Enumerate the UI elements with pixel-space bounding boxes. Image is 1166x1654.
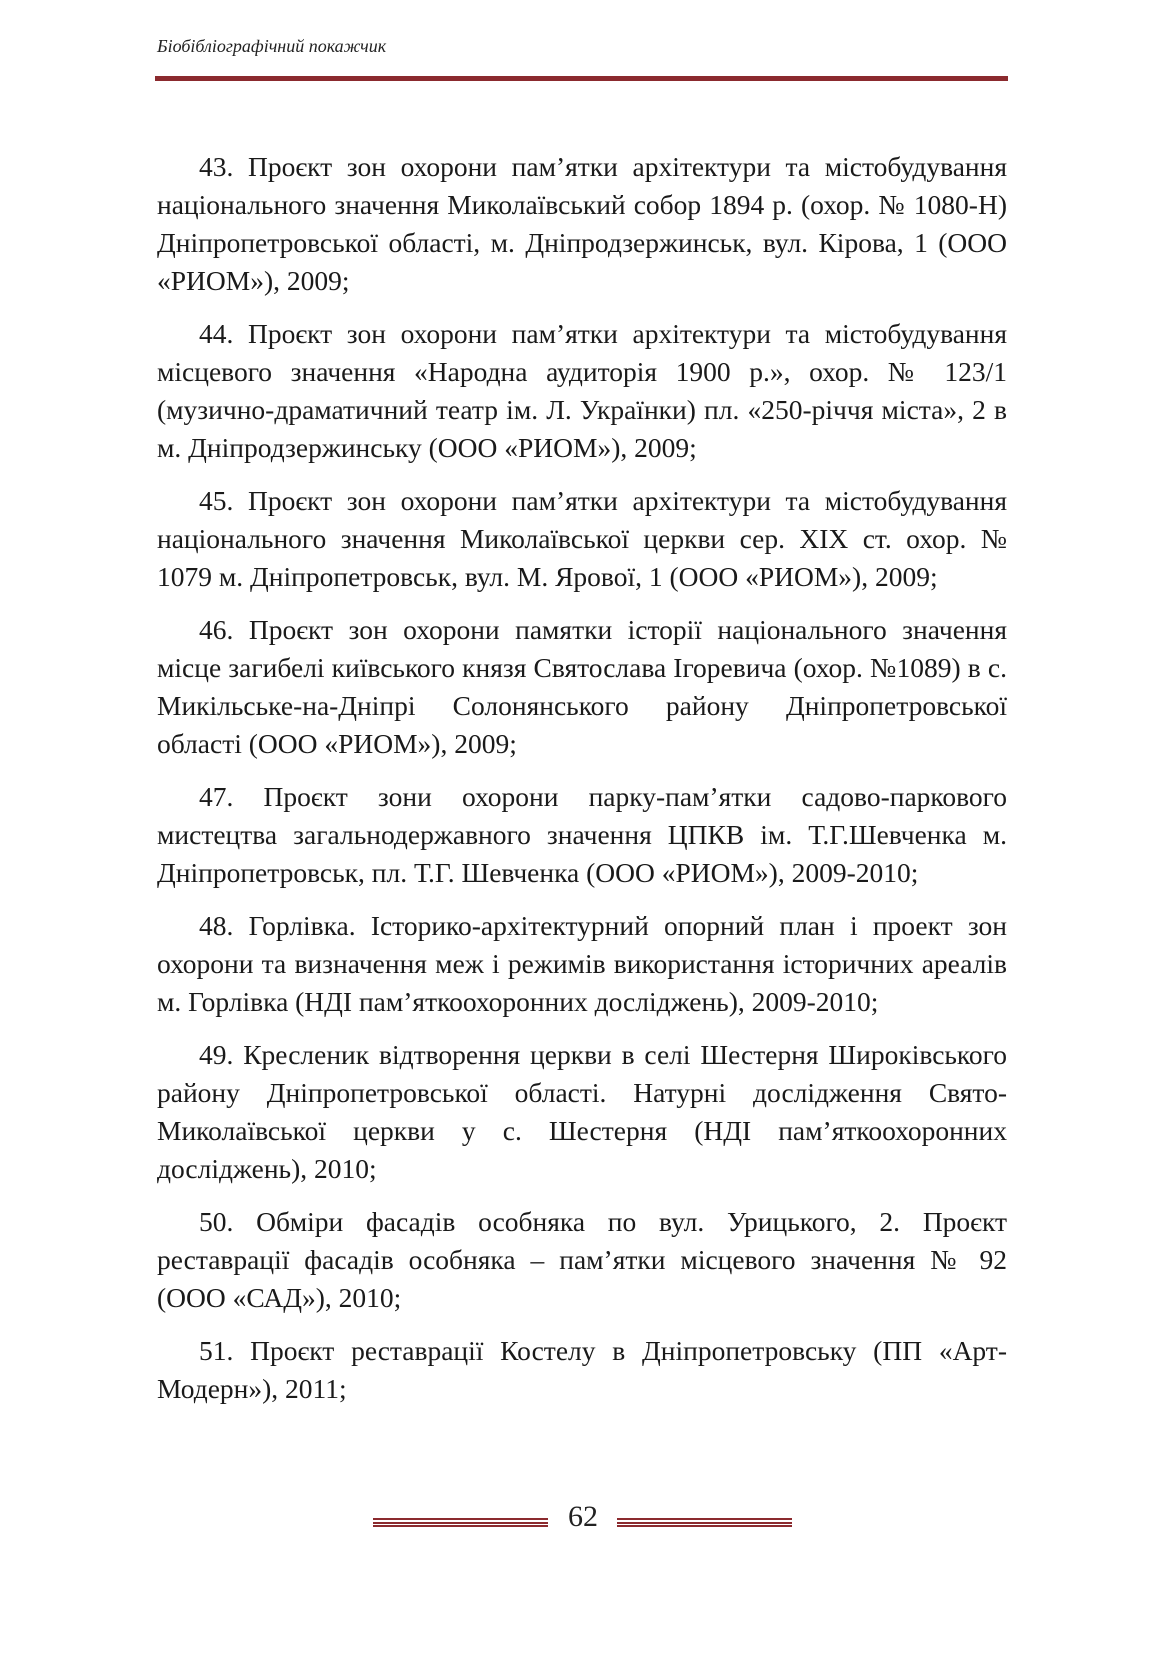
footer-rule-left — [373, 1518, 548, 1527]
bibliography-entry-45: 45. Проєкт зон охорони пам’ятки архітектури та містобудування національного значення Миколаївської церкви сер. XIX ст. охор. № 1079 м. Дніпропетровськ, вул. М. Ярової, 1 (ООО «РИОМ»), 2009; — [157, 485, 1007, 592]
bibliography-entry-44: 44. Проєкт зон охорони пам’ятки архітектури та містобудування місцевого значення «Народна аудиторія 1900 р.», охор. № 123/1 (музично-драматичний театр ім. Л. Українки) пл. «250-річчя міста», 2 в м. Дніпродзержинську (ООО «РИОМ»), 2009; — [157, 318, 1007, 463]
bibliography-entry-51: 51. Проєкт реставрації Костелу в Дніпропетровську (ПП «Арт-Модерн»), 2011; — [157, 1335, 1007, 1404]
running-header: Біобібліографічний покажчик — [157, 36, 387, 56]
page-footer — [0, 1500, 1166, 1540]
page-number: 62 — [568, 1500, 598, 1533]
bibliography-entry-49: 49. Кресленик відтворення церкви в селі Шестерня Широківського району Дніпропетровської області. Натурні дослідження Свято-Миколаївської церкви у с. Шестерня (НДІ пам’яткоохоронних досліджень), 2010; — [157, 1039, 1007, 1184]
bibliography-entry-48: 48. Горлівка. Історико-архітектурний опорний план і проект зон охорони та визначення меж і режимів використання історичних ареалів м. Горлівка (НДІ пам’яткоохоронних досліджень), 2009-2010; — [157, 910, 1007, 1017]
bibliography-entry-46: 46. Проєкт зон охорони памятки історії національного значення місце загибелі київського князя Святослава Ігоревича (охор. №1089) в с. Микільське-на-Дніпрі Солонянського району Дніпропетровської області (ООО «РИОМ»), 2009; — [157, 614, 1007, 759]
footer-rule-right — [617, 1518, 792, 1527]
bibliography-entry-43: 43. Проєкт зон охорони пам’ятки архітектури та містобудування національного значення Миколаївський собор 1894 р. (охор. № 1080-Н) Дніпропетровської області, м. Дніпродзержинськ, вул. Кірова, 1 (ООО «РИОМ»), 2009; — [157, 151, 1007, 296]
bibliography-entry-47: 47. Проєкт зони охорони парку-пам’ятки садово-паркового мистецтва загальнодержавного значення ЦПКВ ім. Т.Г.Шевченка м. Дніпропетровськ, пл. Т.Г. Шевченка (ООО «РИОМ»), 2009-2010; — [157, 781, 1007, 888]
header-rule — [155, 76, 1008, 81]
bibliography-entry-50: 50. Обміри фасадів особняка по вул. Урицького, 2. Проєкт реставрації фасадів особняка – пам’ятки місцевого значення № 92 (ООО «САД»), 2010; — [157, 1206, 1007, 1313]
bibliography-list — [157, 148, 1007, 1423]
